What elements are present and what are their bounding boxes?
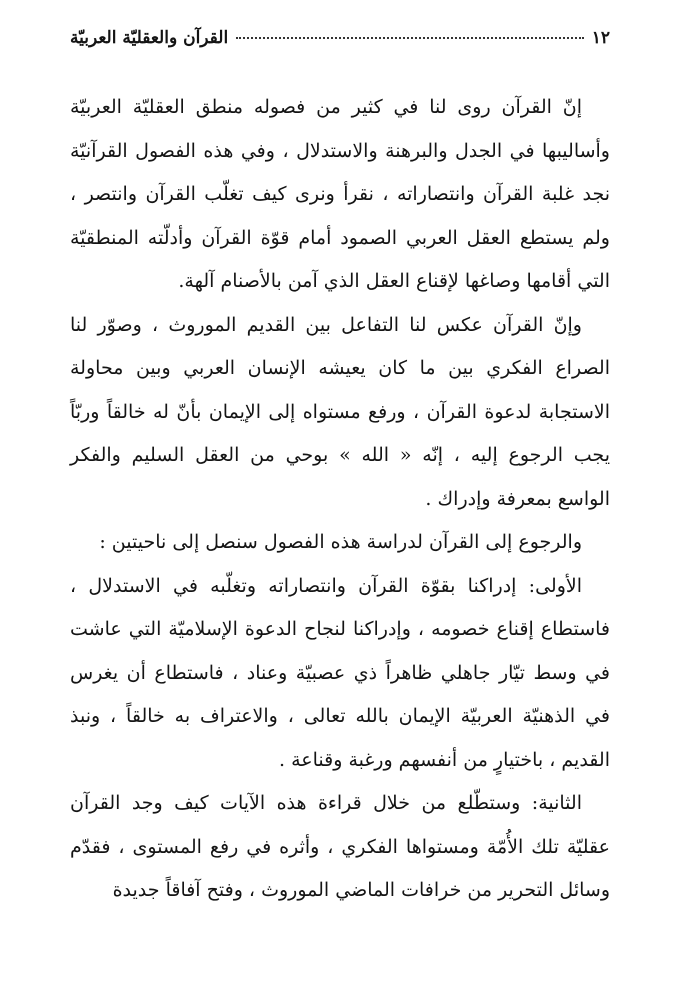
page-body xyxy=(70,86,610,913)
paragraph-1: إنّ القرآن روى لنا في كثير من فصوله منطق العقليّة العربيّة وأساليبها في الجدل والبرهنة والاستدلال ، وفي هذه الفصول القرآنيّة نجد غلبة القرآن وانتصاراته ، نقرأ ونرى كيف تغلّب القرآن وانتصر ، ولم يستطع العقل العربي الصمود أمام قوّة القرآن وأدلّته المنطقيّة التي أقامها وصاغها لإقناع العقل الذي آمن بالأصنام آلهة. xyxy=(70,96,611,292)
dotted-leader xyxy=(236,37,584,39)
running-title: القرآن والعقليّة العربيّة xyxy=(70,28,229,48)
page-header xyxy=(70,28,610,64)
paragraph-4: الأولى: إدراكنا بقوّة القرآن وانتصاراته وتغلّبه في الاستدلال ، فاستطاع إقناع خصومه ، وإدراكنا لنجاح الدعوة الإسلاميّة التي عاشت في وسط تيّار جاهلي ظاهراً ذي عصبيّة وعناد ، فاستطاع أن يغرس في الذهنيّة العربيّة الإيمان بالله تعالى ، والاعتراف به خالقاً ، ونبذ القديم ، باختيارٍ من أنفسهم ورغبة وقناعة . xyxy=(70,574,610,771)
paragraph-2: وإنّ القرآن عكس لنا التفاعل بين القديم الموروث ، وصوّر لنا الصراع الفكري بين ما كان يعيشه الإنسان العربي وبين محاولة الاستجابة لدعوة القرآن ، ورفع مستواه إلى الإيمان بأنّ له خالقاً وربّاً يجب الرجوع إليه ، إنّه « الله » بوحي من العقل السليم والفكر الواسع بمعرفة وإدراك . xyxy=(70,313,610,510)
paragraph-3: والرجوع إلى القرآن لدراسة هذه الفصول سنصل إلى ناحيتين : xyxy=(99,531,582,553)
paragraph-5: الثانية: وستطّلع من خلال قراءة هذه الآيات كيف وجد القرآن عقليّة تلك الأُمّة ومستواها الفكري ، وأثره في رفع المستوى ، فقدّم وسائل التحرير من خرافات الماضي الموروث ، وفتح آفاقاً جديدة xyxy=(70,792,610,901)
book-page xyxy=(70,28,610,913)
page-number: ١٢ xyxy=(591,28,610,48)
